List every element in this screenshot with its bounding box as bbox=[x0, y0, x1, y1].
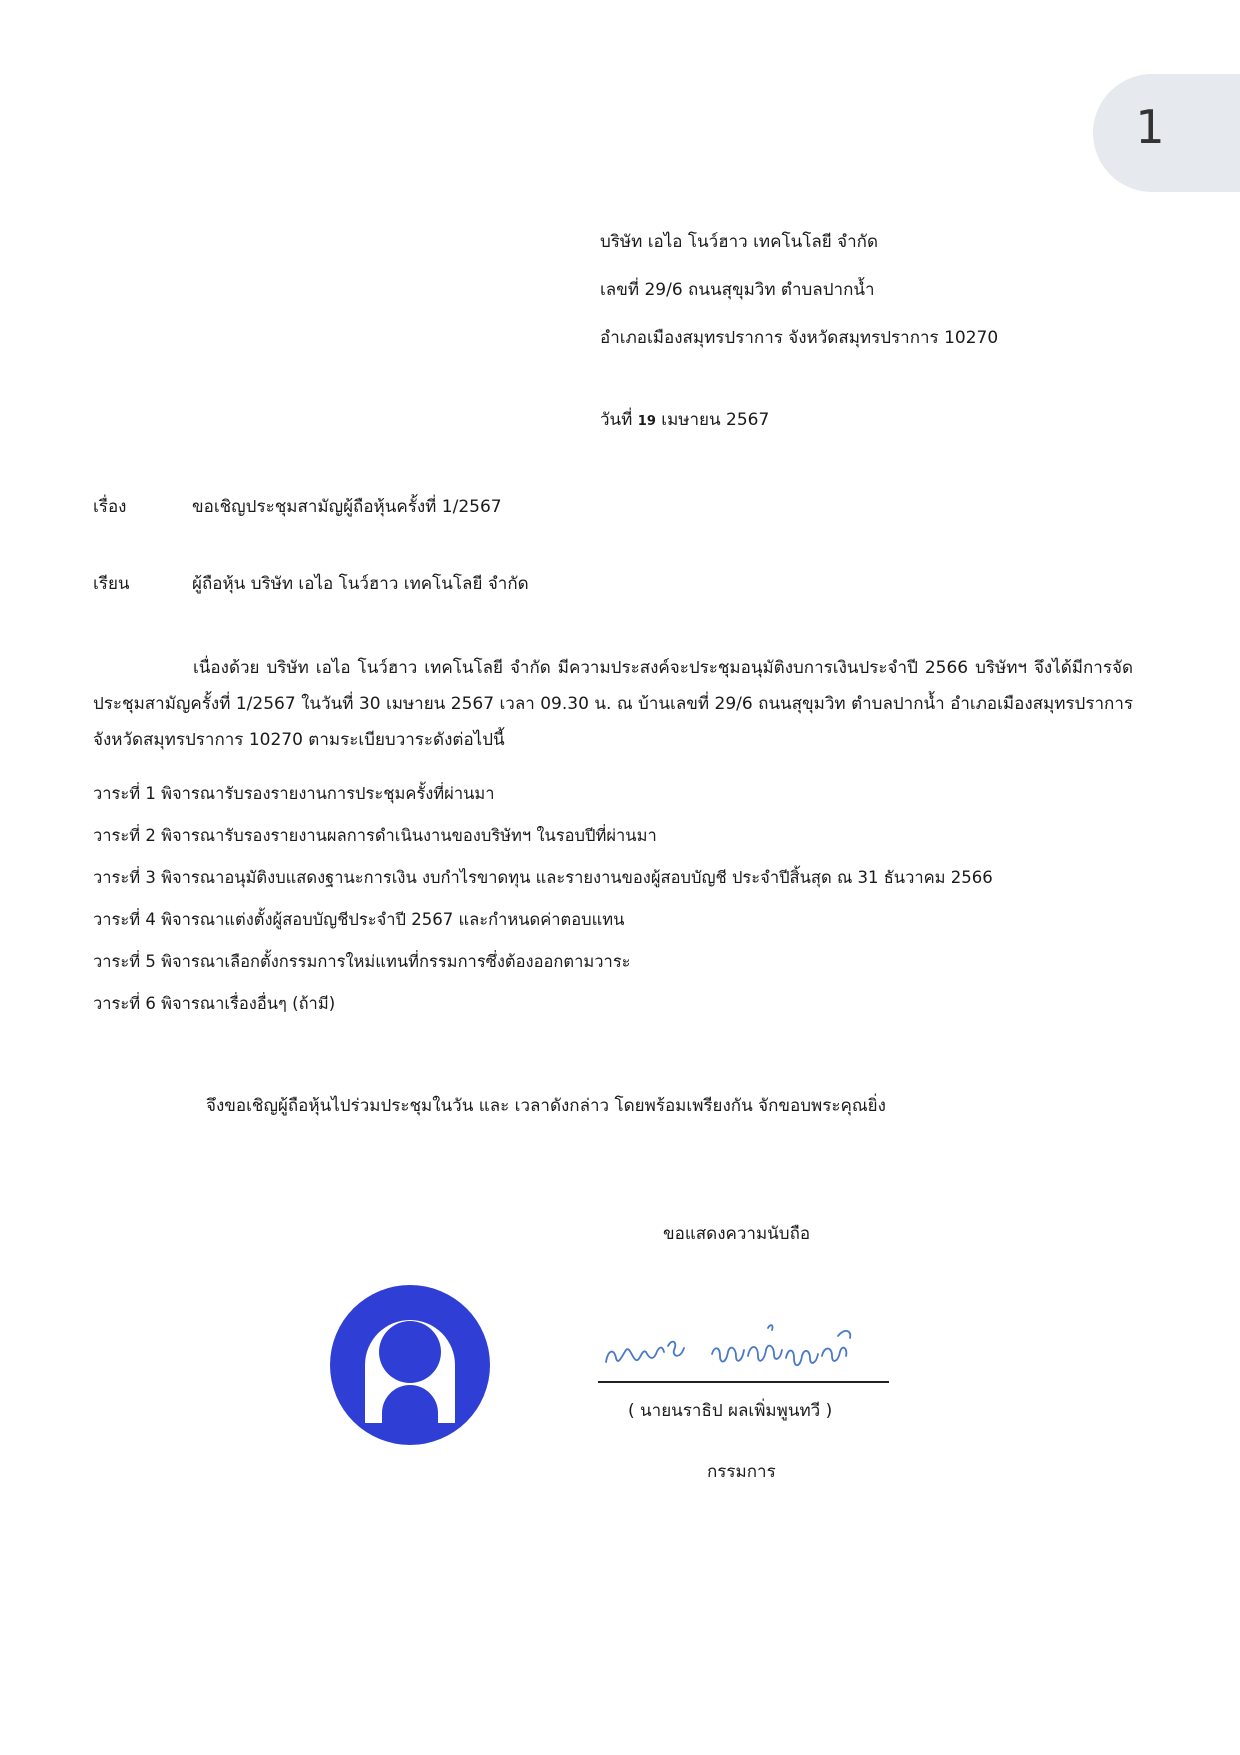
company-logo bbox=[330, 1285, 490, 1445]
signer-position: กรรมการ bbox=[707, 1462, 776, 1482]
company-address-line: อำเภอเมืองสมุทรปราการ จังหวัดสมุทรปราการ 10270 bbox=[600, 328, 999, 348]
subject-text: ขอเชิญประชุมสามัญผู้ถือหุ้นครั้งที่ 1/2567 bbox=[192, 497, 502, 517]
date-prefix: วันที่ bbox=[600, 410, 633, 430]
date-day: 19 bbox=[637, 414, 656, 429]
date-month-year: เมษายน 2567 bbox=[661, 410, 770, 430]
page-number-badge bbox=[1093, 74, 1240, 192]
letter-date bbox=[600, 408, 769, 434]
signer-name: ( นายนราธิป ผลเพิ่มพูนทวี ) bbox=[628, 1401, 833, 1421]
agenda-item: วาระที่ 4 พิจารณาแต่งตั้งผู้สอบบัญชีประจำปี 2567 และกำหนดค่าตอบแทน bbox=[93, 910, 625, 929]
page-number: 1 bbox=[1135, 100, 1165, 154]
signature-line bbox=[598, 1381, 889, 1383]
regards-text: ขอแสดงความนับถือ bbox=[663, 1224, 811, 1244]
agenda-item: วาระที่ 6 พิจารณาเรื่องอื่นๆ (ถ้ามี) bbox=[93, 994, 336, 1013]
agenda-item: วาระที่ 1 พิจารณารับรองรายงานการประชุมครั้งที่ผ่านมา bbox=[93, 784, 495, 803]
agenda-item: วาระที่ 3 พิจารณาอนุมัติงบแสดงฐานะการเงิน งบกำไรขาดทุน และรายงานของผู้สอบบัญชี ประจำปีสิ้นสุด ณ 31 ธันวาคม 2566 bbox=[93, 868, 993, 887]
handwritten-signature bbox=[600, 1298, 888, 1374]
closing-sentence: จึงขอเชิญผู้ถือหุ้นไปร่วมประชุมในวัน และ เวลาดังกล่าว โดยพร้อมเพรียงกัน จักขอบพระคุณยิ่ง bbox=[206, 1096, 886, 1116]
recipient-text: ผู้ถือหุ้น บริษัท เอไอ โนว์ฮาว เทคโนโลยี จำกัด bbox=[192, 574, 529, 594]
agenda-item: วาระที่ 5 พิจารณาเลือกตั้งกรรมการใหม่แทนที่กรรมการซึ่งต้องออกตามวาระ bbox=[93, 952, 631, 971]
company-address-line: เลขที่ 29/6 ถนนสุขุมวิท ตำบลปากน้ำ bbox=[600, 280, 875, 300]
company-name: บริษัท เอไอ โนว์ฮาว เทคโนโลยี จำกัด bbox=[600, 232, 878, 252]
body-paragraph bbox=[93, 650, 1133, 758]
recipient-label: เรียน bbox=[93, 574, 130, 594]
body-paragraph-text: เนื่องด้วย บริษัท เอไอ โนว์ฮาว เทคโนโลยี จำกัด มีความประสงค์จะประชุมอนุมัติงบการเงินประจำปี 2566 บริษัทฯ จึงได้มีการจัดประชุมสามัญครั้งที่ 1/2567 ในวันที่ 30 เมษายน 2567 เวลา 09.30 น. ณ บ้านเลขที่ 29/6 ถนนสุขุมวิท ตำบลปากน้ำ อำเภอเมืองสมุทรปราการ จังหวัดสมุทรปราการ 10270 ตามระเบียบวาระดังต่อไปนี้ bbox=[93, 658, 1133, 750]
subject-label: เรื่อง bbox=[93, 497, 127, 517]
agenda-item: วาระที่ 2 พิจารณารับรองรายงานผลการดำเนินงานของบริษัทฯ ในรอบปีที่ผ่านมา bbox=[93, 826, 657, 845]
agenda-list bbox=[93, 782, 993, 1034]
